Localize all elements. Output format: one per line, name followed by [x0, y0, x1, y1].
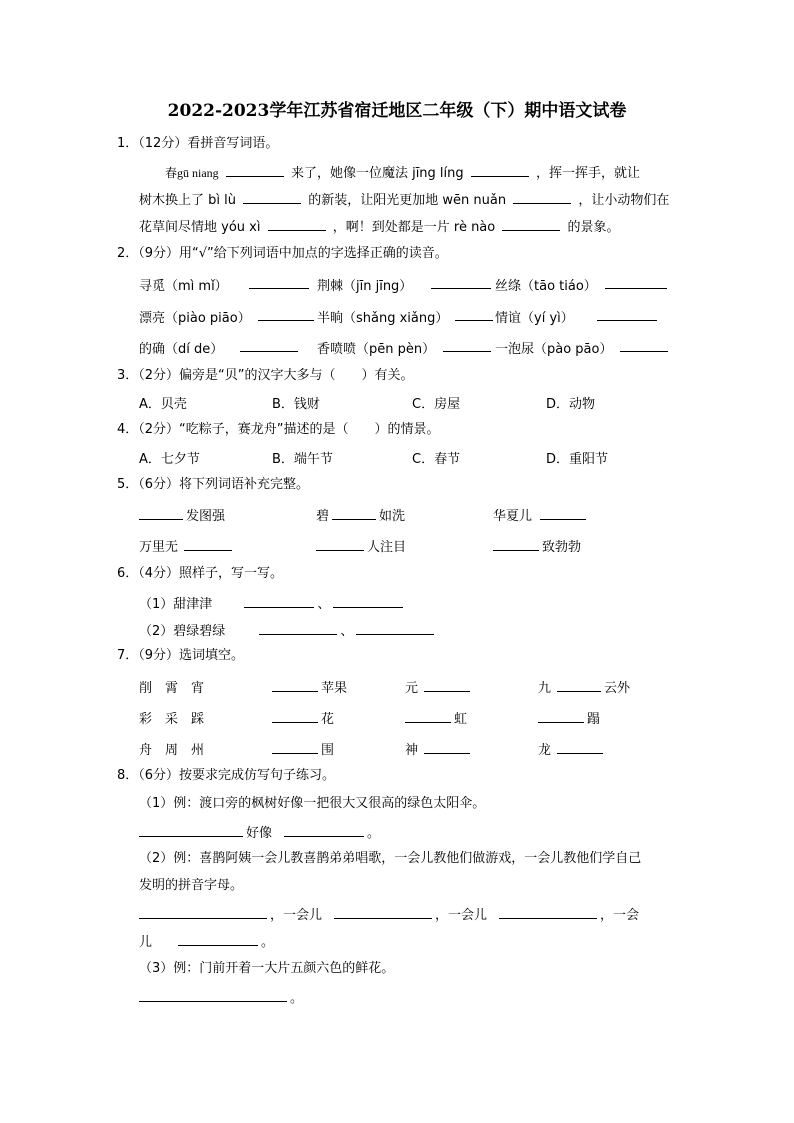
q2-word: 丝绦（tāo tiáo）	[495, 279, 597, 294]
answer-blank[interactable]	[268, 217, 326, 231]
q2-word: 半晌（shǎng xiǎng）	[317, 311, 449, 326]
q6-item-1	[139, 593, 406, 612]
q2-word: 一泡尿（pào pāo）	[495, 342, 613, 357]
idiom-item	[493, 505, 589, 524]
q1-text: ，啊！到处都是一片 rè nào	[332, 220, 496, 235]
fill-text: 九	[538, 681, 552, 696]
q8-text: 儿	[139, 935, 153, 950]
answer-blank[interactable]	[259, 621, 337, 635]
q8-text: 。	[290, 991, 304, 1006]
fill-item	[272, 677, 347, 696]
answer-blank[interactable]	[605, 275, 667, 289]
idiom-item	[316, 505, 405, 524]
option-c[interactable]: C．房屋	[412, 397, 461, 412]
q8-text: ，一会儿	[270, 908, 323, 923]
fill-item	[405, 677, 473, 696]
page-title: 2022-2023学年江苏省宿迁地区二年级（下）期中语文试卷	[167, 101, 627, 121]
idiom-item	[316, 536, 406, 555]
q6-example: （2）碧绿碧绿	[139, 624, 226, 639]
idiom-item	[139, 505, 225, 524]
answer-blank[interactable]	[620, 338, 668, 352]
idiom-text: 如洗	[379, 509, 406, 524]
q1-text: 来了，她像一位魔法 jīng líng	[290, 166, 464, 181]
idiom-item	[493, 536, 581, 555]
fill-item	[538, 739, 606, 758]
q8-example-1: （1）例：渡口旁的枫树好像一把很大又很高的绿色太阳伞。	[139, 796, 486, 811]
q1-text: ，挥一挥手，就让	[535, 166, 640, 181]
answer-blank[interactable]	[139, 506, 183, 520]
fill-text: 元	[405, 681, 419, 696]
answer-blank[interactable]	[431, 275, 491, 289]
q8-example-2-cont: 发明的拼音字母。	[139, 878, 244, 893]
idiom-item	[139, 536, 235, 555]
answer-blank[interactable]	[139, 988, 287, 1002]
answer-blank[interactable]	[316, 537, 364, 551]
char-group: 舟 周 州	[139, 743, 205, 758]
answer-blank[interactable]	[334, 905, 432, 919]
q8-example-2: （2）例：喜鹊阿姨一会儿教喜鹊弟弟唱歌，一会儿教他们做游戏，一会儿教他们学自己	[139, 851, 642, 866]
answer-blank[interactable]	[272, 740, 318, 754]
option-d[interactable]: D．动物	[546, 397, 596, 412]
answer-blank[interactable]	[493, 537, 539, 551]
q8-example-3: （3）例：门前开着一大片五颜六色的鲜花。	[139, 961, 395, 976]
answer-blank[interactable]	[597, 307, 657, 321]
answer-blank[interactable]	[332, 506, 376, 520]
fill-text: 虹	[454, 712, 468, 727]
q2-word: 香喷喷（pēn pèn）	[317, 342, 436, 357]
q8-text: 。	[261, 935, 275, 950]
q1-text: 花草间尽情地 yóu xì	[139, 220, 261, 235]
separator: 、	[340, 624, 354, 639]
q1-text: 树木换上了 bì lù	[139, 193, 236, 208]
answer-blank[interactable]	[178, 932, 258, 946]
answer-blank[interactable]	[184, 537, 232, 551]
separator: 、	[317, 597, 331, 612]
q1-text: 的新装，让阳光更加地 wēn nuǎn	[308, 193, 507, 208]
fill-item	[405, 739, 473, 758]
question-8-heading: 8．（6分）按要求完成仿写句子练习。	[117, 768, 336, 783]
answer-blank[interactable]	[538, 709, 584, 723]
fill-text: 苹果	[321, 681, 348, 696]
answer-blank[interactable]	[226, 163, 284, 177]
answer-blank[interactable]	[249, 275, 309, 289]
q8-text: ，一会	[600, 908, 640, 923]
q8-text: ，一会儿	[435, 908, 488, 923]
answer-blank[interactable]	[333, 594, 403, 608]
idiom-text: 致勃勃	[542, 540, 582, 555]
answer-blank[interactable]	[139, 823, 243, 837]
answer-blank[interactable]	[272, 678, 318, 692]
answer-blank[interactable]	[557, 678, 601, 692]
answer-blank[interactable]	[356, 621, 434, 635]
answer-blank[interactable]	[499, 905, 597, 919]
answer-blank[interactable]	[243, 190, 301, 204]
q8-answer-2-cont	[139, 932, 274, 952]
q2-word: 荆棘（jīn jīng）	[317, 279, 413, 294]
q8-answer-2	[139, 905, 639, 925]
idiom-text: 发图强	[186, 509, 226, 524]
answer-blank[interactable]	[424, 740, 470, 754]
pinyin-guniang: 春gū niang	[165, 166, 219, 180]
answer-blank[interactable]	[272, 709, 318, 723]
question-1-line-3	[139, 217, 620, 237]
option-b[interactable]: B．钱财	[272, 397, 320, 412]
question-1-line-1	[165, 163, 640, 183]
q2-word: 寻觅（mì mǐ）	[139, 279, 228, 294]
option-a[interactable]: A．贝壳	[139, 397, 187, 412]
fill-text: 花	[321, 712, 335, 727]
answer-blank[interactable]	[502, 217, 560, 231]
answer-blank[interactable]	[540, 506, 586, 520]
question-1-line-2	[139, 190, 669, 210]
q2-word: 的确（dí de）	[139, 342, 224, 357]
question-5-heading: 5．（6分）将下列词语补充完整。	[117, 477, 310, 492]
q6-example: （1）甜津津	[139, 597, 213, 612]
q8-answer-3	[139, 988, 303, 1008]
fill-item	[538, 677, 630, 696]
answer-blank[interactable]	[424, 678, 470, 692]
q8-answer-1	[139, 823, 380, 843]
q1-text: 的景象。	[567, 220, 620, 235]
question-2-heading: 2．（9分）用“√”给下列词语中加点的字选择正确的读音。	[117, 246, 448, 261]
answer-blank[interactable]	[244, 594, 314, 608]
char-group: 削 霄 宵	[139, 681, 205, 696]
question-3-heading: 3．（2分）偏旁是“贝”的汉字大多与（ ）有关。	[117, 368, 414, 383]
q8-text: 好像	[246, 826, 273, 841]
option-b[interactable]: B．端午节	[272, 452, 333, 467]
idiom-text: 人注目	[367, 540, 407, 555]
fill-item	[538, 708, 600, 727]
q6-item-2	[139, 620, 437, 639]
answer-blank[interactable]	[557, 740, 603, 754]
question-7-heading: 7．（9分）选词填空。	[117, 648, 245, 663]
fill-text: 龙	[538, 743, 552, 758]
idiom-text: 华夏儿	[493, 509, 533, 524]
fill-text: 神	[405, 743, 419, 758]
answer-blank[interactable]	[284, 823, 364, 837]
answer-blank[interactable]	[443, 338, 491, 352]
fill-text: 蹋	[587, 712, 601, 727]
fill-text: 围	[321, 743, 335, 758]
char-group: 彩 采 踩	[139, 712, 205, 727]
answer-blank[interactable]	[513, 190, 571, 204]
fill-item	[272, 739, 334, 758]
q8-text: 。	[367, 826, 381, 841]
q1-text: ，让小动物们在	[578, 193, 670, 208]
fill-text: 云外	[604, 681, 631, 696]
idiom-text: 碧	[316, 509, 330, 524]
q2-word: 情谊（yí yì）	[495, 311, 574, 326]
idiom-text: 万里无	[139, 540, 179, 555]
fill-item	[272, 708, 334, 727]
answer-blank[interactable]	[455, 307, 493, 321]
answer-blank[interactable]	[258, 307, 314, 321]
answer-blank[interactable]	[240, 338, 298, 352]
fill-item	[405, 708, 467, 727]
question-6-heading: 6．（4分）照样子，写一写。	[117, 566, 284, 581]
q2-word: 漂亮（piào piāo）	[139, 311, 251, 326]
option-d[interactable]: D．重阳节	[546, 452, 609, 467]
answer-blank[interactable]	[139, 905, 267, 919]
answer-blank[interactable]	[405, 709, 451, 723]
option-c[interactable]: C．春节	[412, 452, 461, 467]
answer-blank[interactable]	[471, 163, 529, 177]
question-4-heading: 4．（2分）“吃粽子，赛龙舟”描述的是（ ）的情景。	[117, 422, 440, 437]
question-1-heading: 1．（12分）看拼音写词语。	[117, 136, 279, 151]
option-a[interactable]: A．七夕节	[139, 452, 200, 467]
